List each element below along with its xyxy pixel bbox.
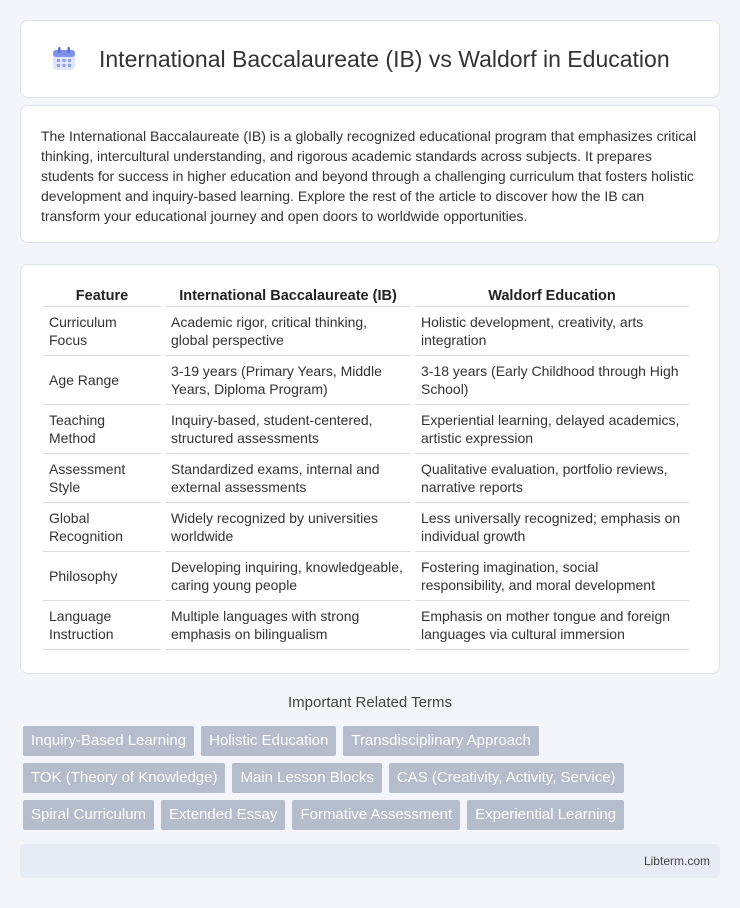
ib-cell: Academic rigor, critical thinking, global perspective	[165, 307, 411, 356]
tag-holistic-education[interactable]: Holistic Education	[201, 726, 336, 756]
tag-formative-assessment[interactable]: Formative Assessment	[292, 800, 460, 830]
table-row	[43, 601, 689, 650]
table-row	[43, 552, 689, 601]
intro-card	[20, 105, 720, 243]
waldorf-cell: Experiential learning, delayed academics, artistic expression	[415, 405, 689, 454]
ib-cell: 3-19 years (Primary Years, Middle Years, Diploma Program)	[165, 356, 411, 405]
tag-row	[23, 800, 723, 830]
tag-main-lesson-blocks[interactable]: Main Lesson Blocks	[232, 763, 381, 793]
feature-cell: Assessment Style	[43, 454, 161, 503]
table-row	[43, 307, 689, 356]
table-row	[43, 405, 689, 454]
ib-cell: Developing inquiring, knowledgeable, caring young people	[165, 552, 411, 601]
header-feature: Feature	[43, 283, 161, 307]
ib-cell: Widely recognized by universities worldwide	[165, 503, 411, 552]
waldorf-cell: Emphasis on mother tongue and foreign languages via cultural immersion	[415, 601, 689, 650]
comparison-table-card	[20, 264, 720, 674]
feature-cell: Philosophy	[43, 552, 161, 601]
tag-tok[interactable]: TOK (Theory of Knowledge)	[23, 763, 225, 793]
header-ib: International Baccalaureate (IB)	[165, 283, 411, 307]
comparison-table	[39, 283, 693, 650]
feature-cell: Language Instruction	[43, 601, 161, 650]
waldorf-cell: Less universally recognized; emphasis on individual growth	[415, 503, 689, 552]
tag-transdisciplinary-approach[interactable]: Transdisciplinary Approach	[343, 726, 539, 756]
page-title: International Baccalaureate (IB) vs Waldorf in Education	[99, 45, 670, 72]
tag-extended-essay[interactable]: Extended Essay	[161, 800, 285, 830]
table-row	[43, 356, 689, 405]
related-terms-list	[23, 726, 723, 837]
tag-row	[23, 726, 723, 756]
header-card	[20, 20, 720, 98]
header-waldorf: Waldorf Education	[415, 283, 689, 307]
tag-experiential-learning[interactable]: Experiential Learning	[467, 800, 624, 830]
waldorf-cell: Holistic development, creativity, arts integration	[415, 307, 689, 356]
feature-cell: Curriculum Focus	[43, 307, 161, 356]
table-header-row	[43, 283, 689, 307]
feature-cell: Global Recognition	[43, 503, 161, 552]
tag-inquiry-based-learning[interactable]: Inquiry-Based Learning	[23, 726, 194, 756]
intro-text: The International Baccalaureate (IB) is a globally recognized educational program that emphasizes critical thinking, intercultural understanding, and rigorous academic standards across subjects. It prepares students for success in higher education and beyond through a challenging curriculum that fosters holistic development and inquiry-based learning. Explore the rest of the article to discover how the IB can transform your educational journey and open doors to worldwide opportunities.	[41, 128, 697, 224]
footer	[20, 844, 720, 878]
calendar-icon	[51, 46, 77, 72]
waldorf-cell: 3-18 years (Early Childhood through High School)	[415, 356, 689, 405]
tag-spiral-curriculum[interactable]: Spiral Curriculum	[23, 800, 154, 830]
related-terms-title: Important Related Terms	[288, 694, 452, 711]
ib-cell: Multiple languages with strong emphasis on bilingualism	[165, 601, 411, 650]
table-row	[43, 454, 689, 503]
footer-link[interactable]: Libterm.com	[643, 854, 710, 868]
table-row	[43, 503, 689, 552]
tag-cas[interactable]: CAS (Creativity, Activity, Service)	[389, 763, 624, 793]
feature-cell: Teaching Method	[43, 405, 161, 454]
tag-row	[23, 763, 723, 793]
ib-cell: Standardized exams, internal and external assessments	[165, 454, 411, 503]
feature-cell: Age Range	[43, 356, 161, 405]
waldorf-cell: Fostering imagination, social responsibility, and moral development	[415, 552, 689, 601]
ib-cell: Inquiry-based, student-centered, structured assessments	[165, 405, 411, 454]
waldorf-cell: Qualitative evaluation, portfolio reviews, narrative reports	[415, 454, 689, 503]
